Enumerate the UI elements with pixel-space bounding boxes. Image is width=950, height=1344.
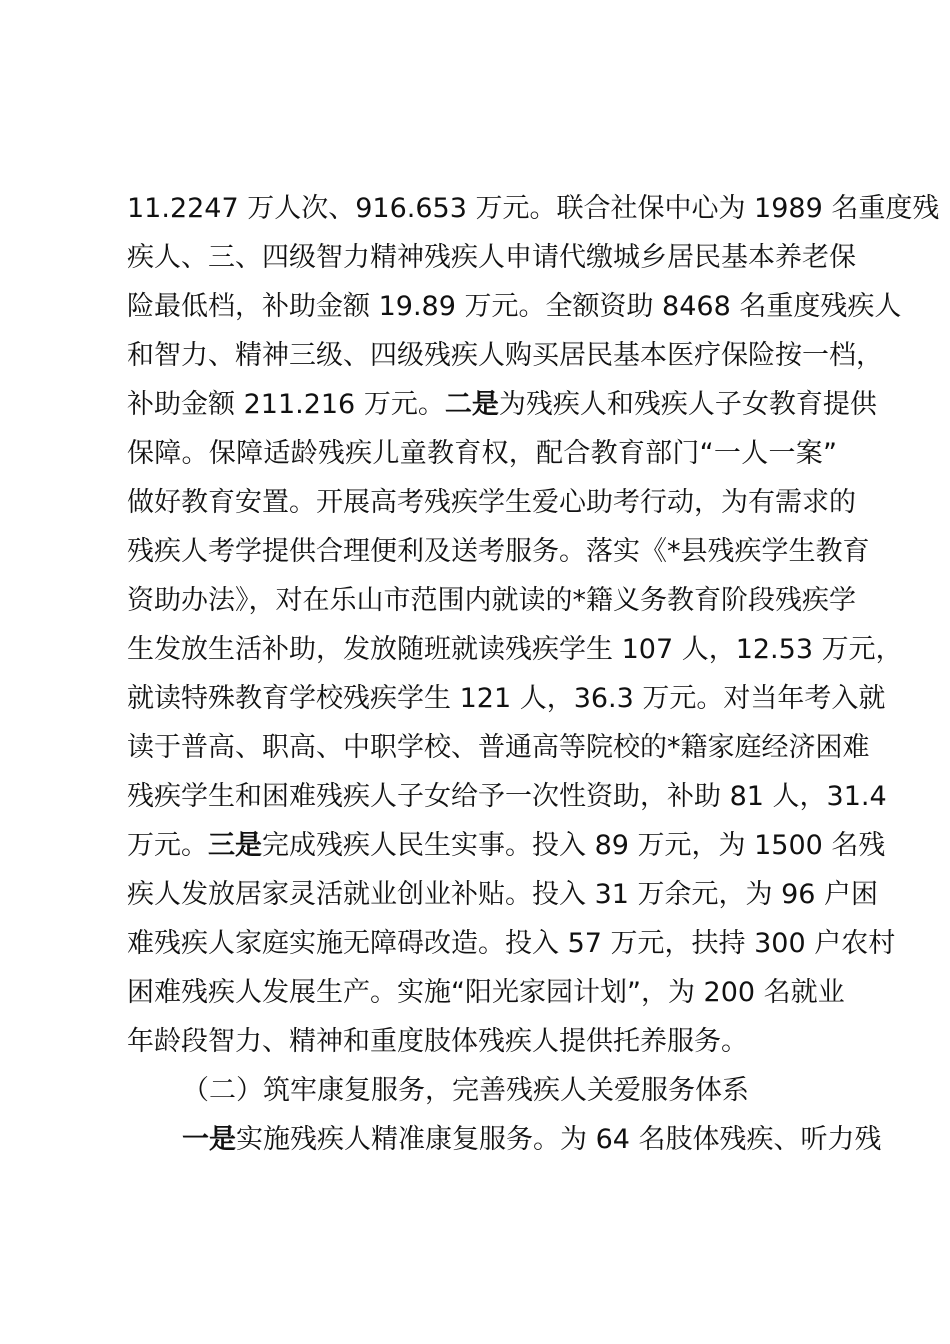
text-segment: 生发放生活补助，发放随班就读残疾学生 107 人，12.53 万元， xyxy=(127,634,903,665)
text-segment: 难残疾人家庭实施无障碍改造。投入 57 万元，扶持 300 户农村 xyxy=(127,928,896,959)
text-segment: 做好教育安置。开展高考残疾学生爱心助考行动，为有需求的 xyxy=(127,487,856,518)
text-line xyxy=(127,184,940,233)
text-segment: 险最低档，补助金额 19.89 万元。全额资助 8468 名重度残疾人 xyxy=(127,291,902,322)
text-segment: 和智力、精神三级、四级残疾人购买居民基本医疗保险按一档， xyxy=(127,340,883,371)
text-line xyxy=(127,380,877,429)
text-segment: 残疾学生和困难残疾人子女给予一次性资助，补助 81 人，31.4 xyxy=(127,781,887,812)
paragraph-relief-education-livelihood xyxy=(127,184,940,1066)
text-segment: 年龄段智力、精神和重度肢体残疾人提供托养服务。 xyxy=(127,1026,748,1057)
text-segment: 就读特殊教育学校残疾学生 121 人，36.3 万元。对当年考入就 xyxy=(127,683,886,714)
text-segment: 完成残疾人民生实事。投入 89 万元，为 1500 名残 xyxy=(262,830,886,861)
text-line xyxy=(127,478,856,527)
bold-keyword: 一是 xyxy=(182,1124,236,1155)
text-line xyxy=(127,919,896,968)
text-line xyxy=(127,233,856,282)
text-segment: 疾人、三、四级智力精神残疾人申请代缴城乡居民基本养老保 xyxy=(127,242,856,273)
text-line xyxy=(127,429,837,478)
text-line xyxy=(127,723,870,772)
text-line xyxy=(127,331,883,380)
text-segment: 读于普高、职高、中职学校、普通高等院校的*籍家庭经济困难 xyxy=(127,732,870,763)
text-line xyxy=(127,1017,837,1066)
text-segment: 万元。 xyxy=(127,830,208,861)
text-segment: 困难残疾人发展生产。实施“阳光家园计划”，为 200 名就业 xyxy=(127,977,845,1008)
text-segment: 实施残疾人精准康复服务。为 64 名肢体残疾、听力残 xyxy=(236,1124,882,1155)
text-line xyxy=(127,282,902,331)
bold-keyword: 三是 xyxy=(208,830,262,861)
text-line xyxy=(127,870,879,919)
text-line xyxy=(127,527,870,576)
text-line xyxy=(127,1115,882,1164)
text-line xyxy=(127,968,845,1017)
text-segment: 疾人发放居家灵活就业创业补贴。投入 31 万余元，为 96 户困 xyxy=(127,879,879,910)
text-line xyxy=(127,674,886,723)
bold-keyword: 二是 xyxy=(444,389,499,420)
text-segment: 为残疾人和残疾人子女教育提供 xyxy=(498,389,877,420)
section-heading: （二）筑牢康复服务，完善残疾人关爱服务体系 xyxy=(182,1075,749,1106)
text-segment: 资助办法》，对在乐山市范围内就读的*籍义务教育阶段残疾学 xyxy=(127,585,856,616)
text-line xyxy=(127,625,903,674)
paragraph-rehabilitation xyxy=(127,1115,882,1164)
text-line xyxy=(127,576,856,625)
text-line xyxy=(127,772,887,821)
text-segment: 保障。保障适龄残疾儿童教育权，配合教育部门“一人一案” xyxy=(127,438,837,469)
text-line xyxy=(127,821,886,870)
document-body xyxy=(127,184,940,1164)
text-segment: 残疾人考学提供合理便利及送考服务。落实《*县残疾学生教育 xyxy=(127,536,870,567)
text-segment: 补助金额 211.216 万元。 xyxy=(127,389,445,420)
text-segment: 11.2247 万人次、916.653 万元。联合社保中心为 1989 名重度残 xyxy=(127,193,940,224)
